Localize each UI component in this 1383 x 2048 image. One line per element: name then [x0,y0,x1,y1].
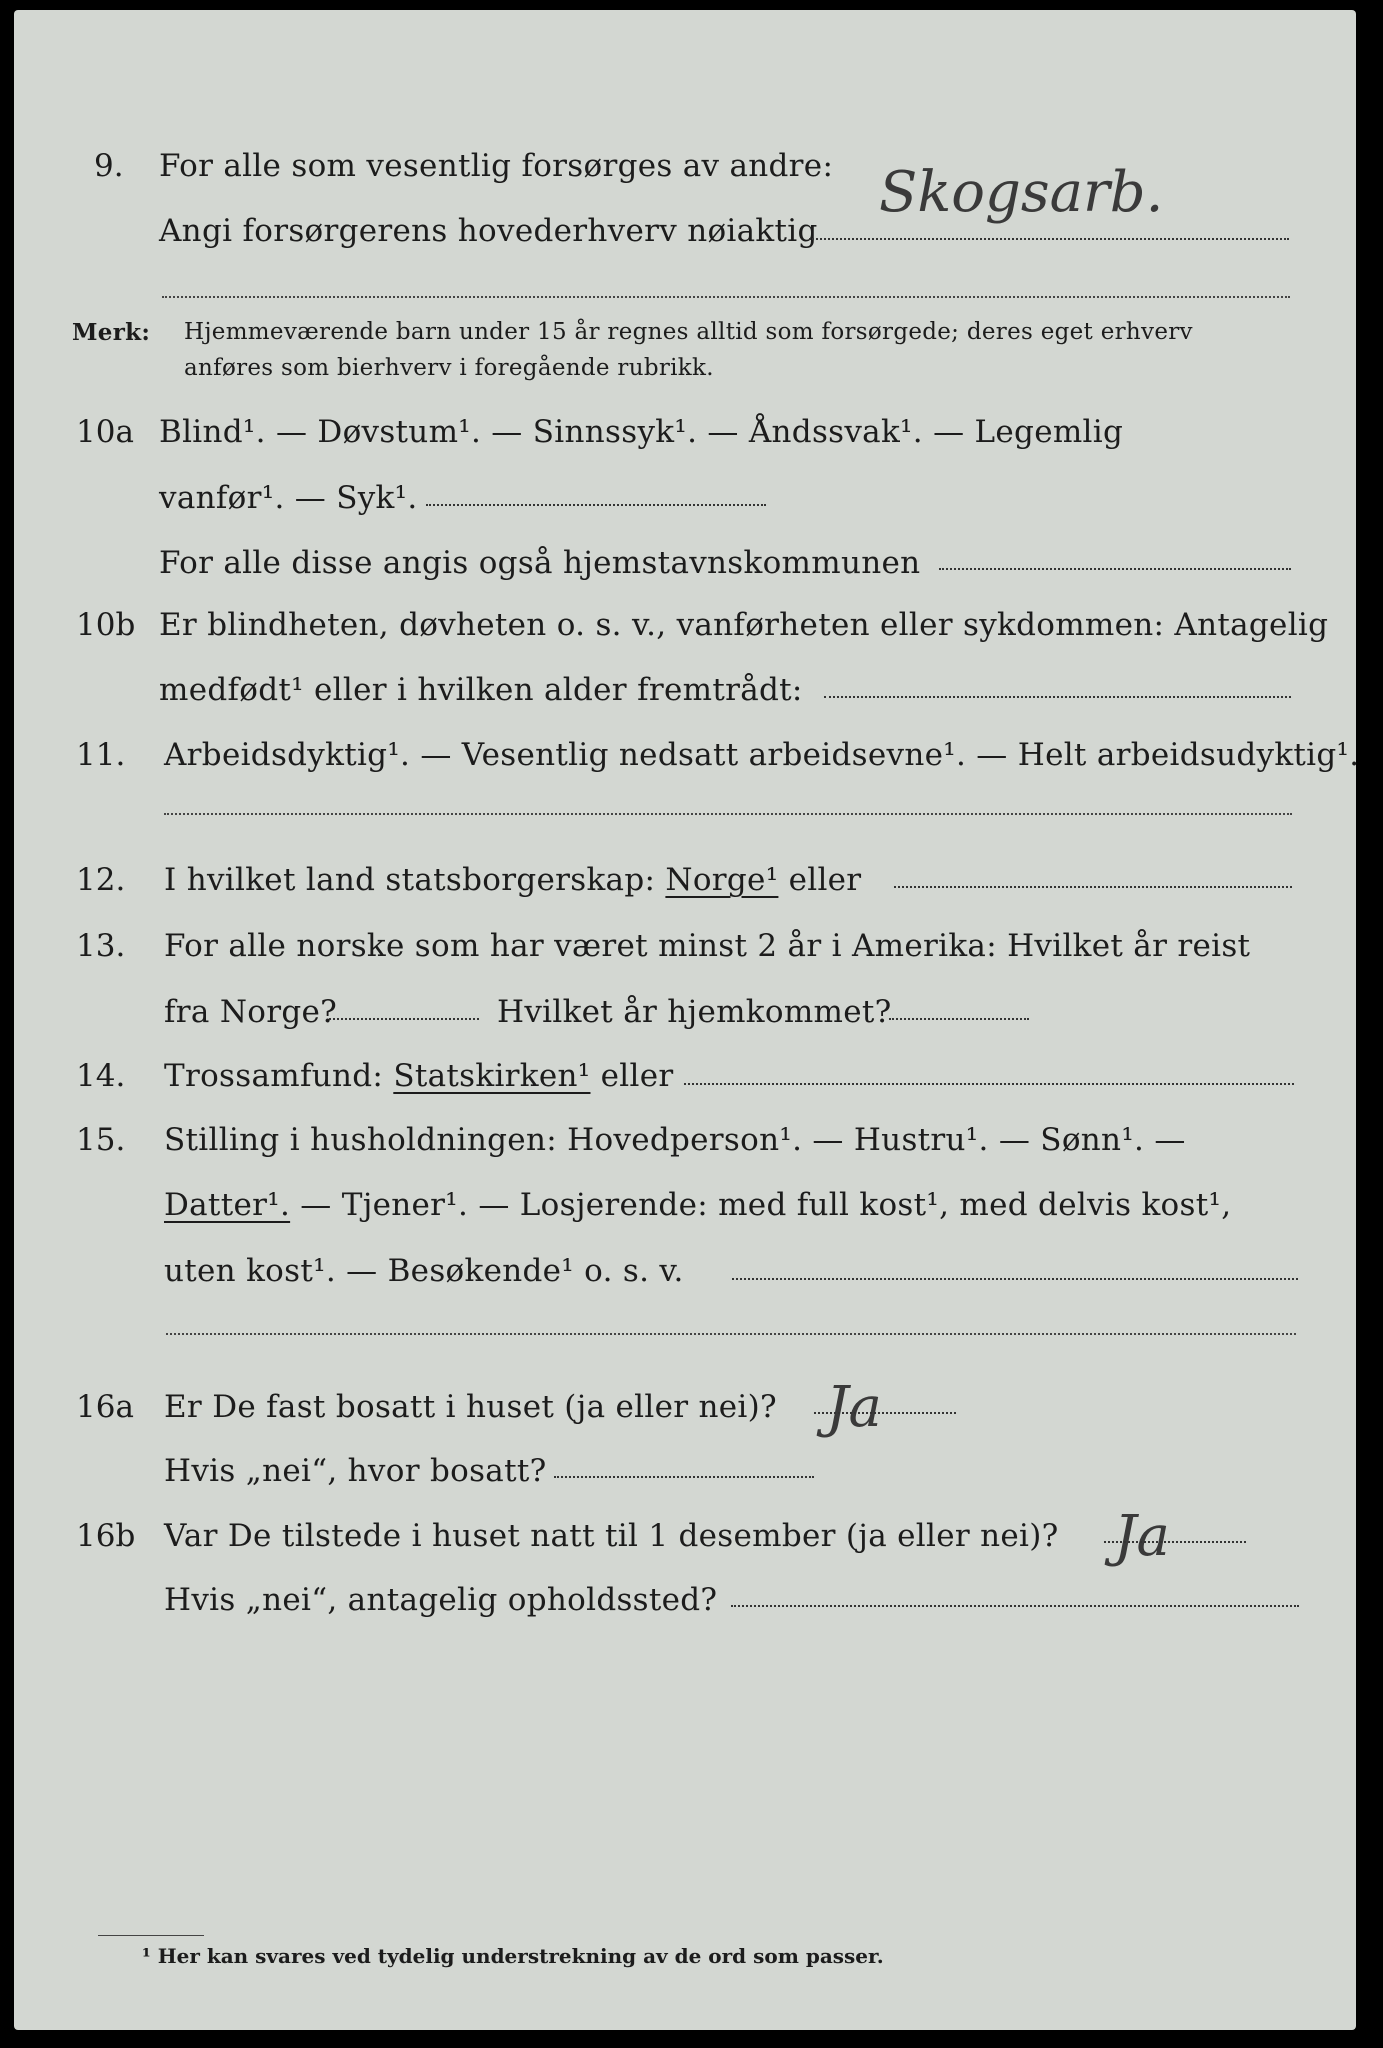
q14-suffix: eller [600,1058,674,1094]
q10b-line1: Er blindheten, døvheten o. s. v., vanførheten eller sykdommen: Antagelig [159,607,1329,643]
q15-answer-line [732,1278,1298,1280]
q9-answer-line [809,238,1289,240]
q12-number: 12. [76,862,126,898]
q15-line3: uten kost¹. — Besøkende¹ o. s. v. [164,1253,684,1289]
q16b-answer-line [1104,1541,1246,1543]
footnote-rule [98,1935,204,1936]
q15-line2-rest: — Tjener¹. — Losjerende: med full kost¹, med delvis kost¹, [300,1187,1232,1223]
q15-number: 15. [76,1122,126,1158]
q14-answer-line [684,1083,1294,1085]
q10a-line3: For alle disse angis også hjemstavnskommunen [159,545,921,581]
q9-handwritten-answer: Skogsarb. [879,160,1164,225]
q10b-line2: medfødt¹ eller i hvilken alder fremtrådt: [159,672,803,708]
q10b-answer-line [824,696,1291,698]
q10a-kommune-line [939,568,1291,570]
form-page [14,10,1360,2030]
q10a-number: 10a [76,414,134,450]
q15-line2 [164,1187,1231,1223]
q16b-opholdssted-line [731,1605,1299,1607]
q9-number: 9. [94,148,124,184]
q12-prefix: I hvilket land statsborgerskap: [164,862,656,898]
q13-line1: For alle norske som har været minst 2 år i Amerika: Hvilket år reist [164,928,1251,964]
q15-extra-line [166,1333,1296,1335]
q11-line1: Arbeidsdyktig¹. — Vesentlig nedsatt arbeidsevne¹. — Helt arbeidsudyktig¹. [164,737,1360,773]
q16a-number: 16a [76,1389,134,1425]
q14-statskirken-underlined: Statskirken¹ [393,1058,591,1094]
q9-line2: Angi forsørgerens hovederhverv nøiaktig [159,213,818,249]
q10a-line2: vanfør¹. — Syk¹. [159,480,418,516]
q16a-bosatt-line [554,1476,814,1478]
merk-line2: anføres som bierhverv i foregående rubrikk. [184,355,714,381]
q16a-answer-line [814,1412,956,1414]
footnote: ¹ Her kan svares ved tydelig understrekning av de ord som passer. [142,1944,884,1968]
q16b-line1: Var De tilstede i huset natt til 1 desember (ja eller nei)? [164,1518,1059,1554]
q12-norge-underlined: Norge¹ [665,862,779,898]
q16a-line2: Hvis „nei“, hvor bosatt? [164,1453,547,1489]
q9-extra-line [162,296,1290,298]
q14-prefix: Trossamfund: [164,1058,384,1094]
q11-extra-line [164,813,1292,815]
q14-number: 14. [76,1058,126,1094]
merk-line1: Hjemmeværende barn under 15 år regnes alltid som forsørgede; deres eget erhverv [184,319,1193,345]
q12-suffix: eller [788,862,862,898]
q10a-line1: Blind¹. — Døvstum¹. — Sinnssyk¹. — Åndssvak¹. — Legemlig [159,414,1124,450]
q10b-number: 10b [76,607,136,643]
q16b-number: 16b [76,1518,136,1554]
q13-reist-line [329,1018,479,1020]
q13-line2a: fra Norge? [164,994,338,1030]
q13-number: 13. [76,928,126,964]
q16a-line1: Er De fast bosatt i huset (ja eller nei)? [164,1389,777,1425]
merk-label: Merk: [72,319,151,346]
q16a-handwritten-answer: Ja [826,1375,882,1440]
q12-line [164,862,861,898]
q9-line1: For alle som vesentlig forsørges av andre: [159,148,834,184]
q13-hjemkommet-line [889,1018,1029,1020]
q15-datter-underlined: Datter¹. [164,1187,291,1223]
q15-line1: Stilling i husholdningen: Hovedperson¹. — Hustru¹. — Sønn¹. — [164,1122,1186,1158]
q14-line [164,1058,674,1094]
q12-answer-line [894,886,1292,888]
q11-number: 11. [76,737,126,773]
q16b-handwritten-answer: Ja [1114,1504,1170,1569]
q10a-syk-line [426,504,766,506]
q16b-line2: Hvis „nei“, antagelig opholdssted? [164,1582,718,1618]
q13-line2b: Hvilket år hjemkommet? [497,994,892,1030]
